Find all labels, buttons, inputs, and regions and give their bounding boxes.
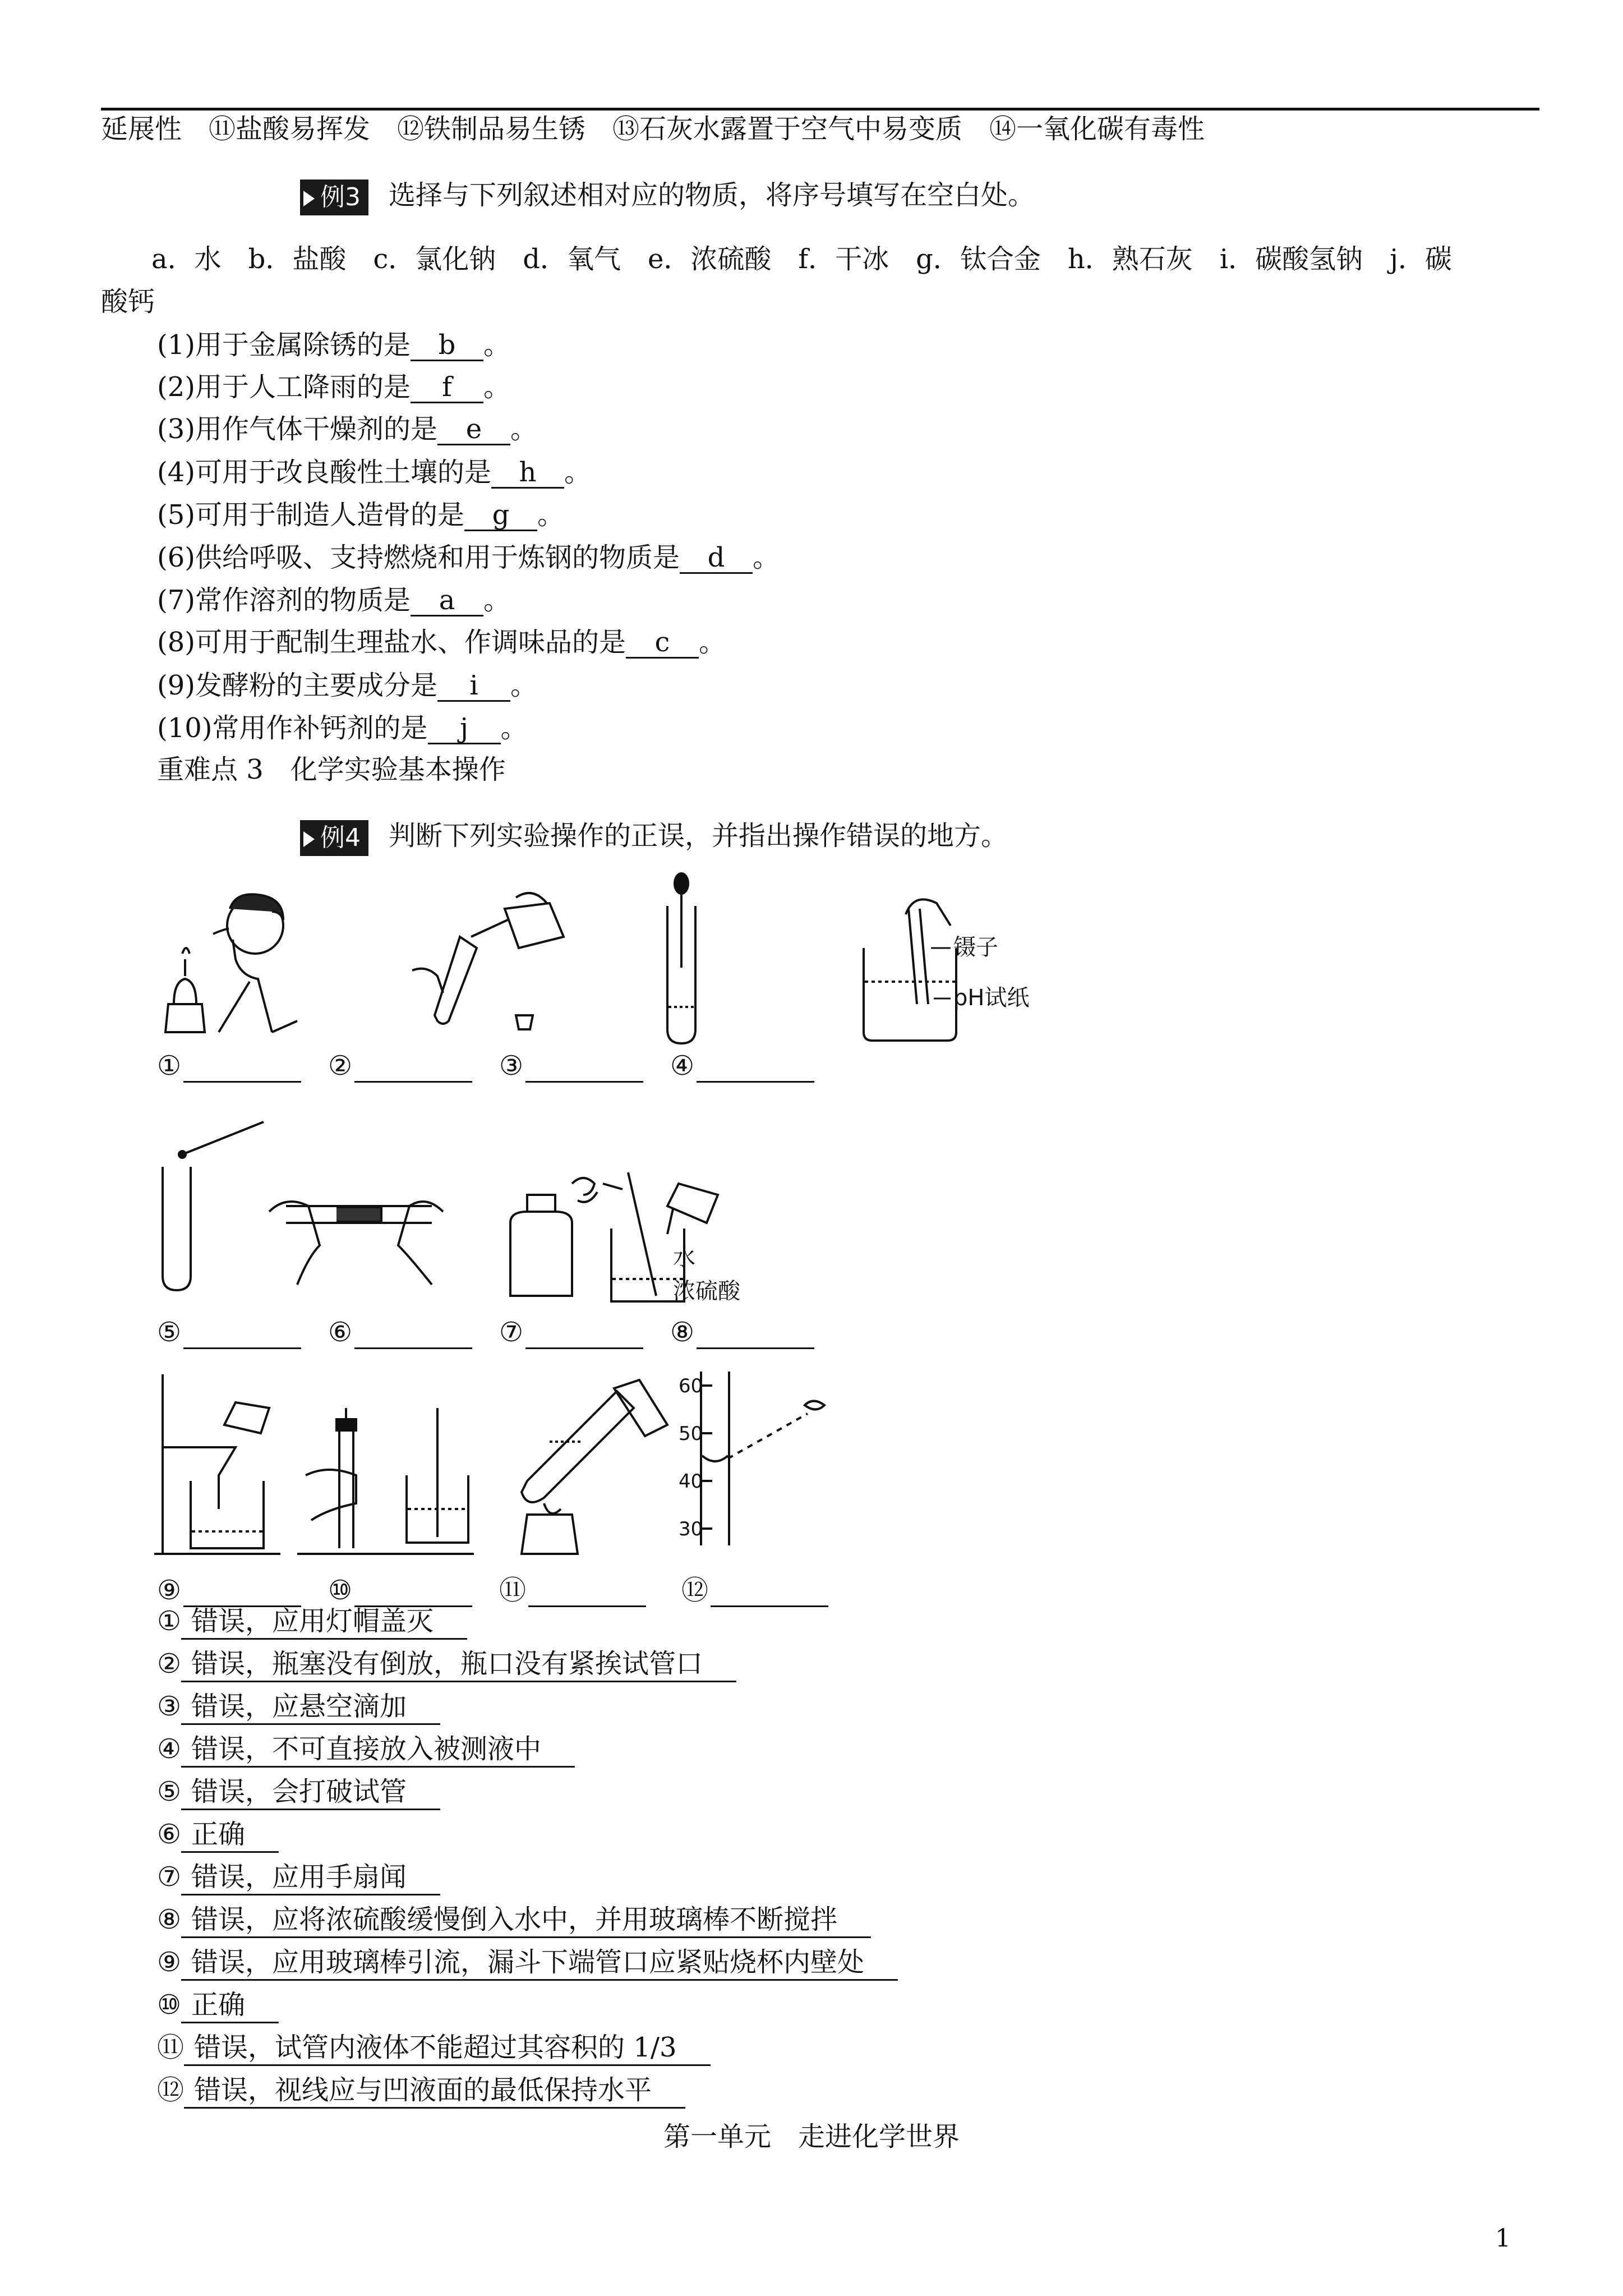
figure-1-blowing-lamp	[151, 886, 314, 1043]
blank-4-num: ④	[670, 1050, 695, 1082]
question-text: (6)供给呼吸、支持燃烧和用于炼钢的物质是	[157, 542, 680, 573]
figure-11-heat-liquid	[494, 1369, 684, 1559]
blank-2-line[interactable]	[354, 1055, 472, 1083]
question-end: 。	[510, 413, 538, 445]
label-tweezers: 镊子	[953, 935, 998, 960]
answer-text: 错误，应用手扇闻	[181, 1860, 440, 1895]
question-end: 。	[500, 712, 528, 744]
answer-number: ⑩	[157, 1989, 182, 2021]
top-rule	[101, 108, 1539, 111]
answer-text: 错误，应用玻璃棒引流，漏斗下端管口应紧贴烧杯内壁处	[181, 1945, 898, 1981]
cyl-tick-30: 30	[679, 1518, 703, 1540]
blank-6-num: ⑥	[328, 1317, 353, 1348]
example4-badge	[300, 820, 368, 856]
example4-prompt: 判断下列实验操作的正误，并指出操作错误的地方。	[389, 820, 1008, 852]
question-text: (9)发酵粉的主要成分是	[157, 670, 437, 701]
blank-7-num: ⑦	[499, 1317, 524, 1348]
blank-11	[499, 1573, 646, 1607]
answer-number: ②	[157, 1648, 182, 1680]
example3-badge-label: 例3	[320, 182, 361, 211]
answer-12	[157, 2073, 685, 2109]
blank-1-num: ①	[157, 1050, 182, 1082]
question-9	[157, 669, 537, 702]
answer-text: 错误，应用灯帽盖灭	[181, 1604, 467, 1640]
question-10	[157, 711, 528, 745]
blank-10	[328, 1573, 472, 1607]
figure-8-dilute-acid	[606, 1167, 796, 1313]
blank-10-num: ⑩	[328, 1575, 353, 1606]
answer-number: ⑤	[157, 1776, 182, 1807]
answer-number: ⑪	[157, 2032, 185, 2063]
blank-9	[157, 1573, 301, 1607]
example3-options-1: a．水 b．盐酸 c．氯化钠 d．氧气 e．浓硫酸 f．干冰 g．钛合金 h．熟石灰 i．碳酸氢钠 j．碳	[151, 243, 1453, 275]
example4-badge-label: 例4	[320, 823, 361, 852]
blank-6	[328, 1315, 472, 1349]
question-2	[157, 370, 510, 404]
answer-text: 错误，应将浓硫酸缓慢倒入水中，并用玻璃棒不断搅拌	[181, 1903, 871, 1938]
question-end: 。	[483, 329, 511, 361]
question-end: 。	[564, 457, 592, 488]
blank-12-num: ⑫	[681, 1575, 709, 1606]
blank-8-line[interactable]	[697, 1322, 814, 1349]
blank-3-line[interactable]	[525, 1055, 643, 1083]
question-text: (4)可用于改良酸性土壤的是	[157, 457, 491, 488]
answer-text: 正确	[181, 1818, 279, 1853]
blank-9-line[interactable]	[183, 1580, 301, 1607]
example3-options-2: 酸钙	[101, 286, 155, 318]
blank-8	[670, 1315, 814, 1349]
question-text: (1)用于金属除锈的是	[157, 329, 411, 361]
question-answer[interactable]: i	[437, 671, 510, 702]
answer-number: ④	[157, 1733, 182, 1765]
answer-3	[157, 1690, 440, 1725]
question-text: (7)常作溶剂的物质是	[157, 585, 411, 616]
answer-number: ⑨	[157, 1947, 182, 1978]
blank-12-line[interactable]	[711, 1580, 828, 1607]
question-end: 。	[483, 371, 511, 403]
question-end: 。	[510, 670, 538, 701]
blank-2	[328, 1049, 472, 1083]
answer-7	[157, 1860, 440, 1895]
blank-11-line[interactable]	[528, 1580, 646, 1607]
blank-1	[157, 1049, 301, 1083]
blank-2-num: ②	[328, 1050, 353, 1082]
question-3	[157, 412, 537, 446]
question-end: 。	[483, 585, 511, 616]
cyl-tick-60: 60	[679, 1375, 703, 1397]
example3-heading	[300, 178, 1035, 215]
blank-4-line[interactable]	[697, 1055, 814, 1083]
blank-12	[681, 1573, 828, 1607]
question-end: 。	[537, 499, 565, 531]
question-answer[interactable]: j	[428, 714, 501, 744]
blank-4	[670, 1049, 814, 1083]
figure-10-airtight-check	[294, 1408, 479, 1559]
blank-7	[499, 1315, 643, 1349]
question-text: (2)用于人工降雨的是	[157, 371, 411, 403]
question-8	[157, 625, 726, 659]
answer-2	[157, 1647, 736, 1682]
blank-7-line[interactable]	[525, 1322, 643, 1349]
label-conc-acid: 浓硫酸	[673, 1278, 740, 1304]
blank-5	[157, 1315, 301, 1349]
answer-number: ⑥	[157, 1819, 182, 1850]
answer-text: 正确	[181, 1988, 279, 2023]
question-answer[interactable]: g	[464, 500, 537, 531]
blank-8-num: ⑧	[670, 1317, 695, 1348]
blank-5-num: ⑤	[157, 1317, 182, 1348]
example3-prompt: 选择与下列叙述相对应的物质，将序号填写在空白处。	[389, 180, 1035, 211]
answer-text: 错误，应悬空滴加	[181, 1690, 440, 1725]
answer-number: ⑦	[157, 1861, 182, 1893]
question-text: (8)可用于配制生理盐水、作调味品的是	[157, 627, 626, 658]
figure-9-filtration	[151, 1369, 286, 1559]
blank-3	[499, 1049, 643, 1083]
question-4	[157, 455, 591, 489]
answer-8	[157, 1903, 871, 1938]
answer-number: ⑫	[157, 2074, 185, 2106]
answer-text: 错误，会打破试管	[181, 1775, 440, 1810]
question-text: (10)常用作补钙剂的是	[157, 712, 428, 744]
answer-10	[157, 1988, 279, 2023]
question-5	[157, 498, 564, 532]
blank-11-num: ⑪	[499, 1575, 527, 1606]
answer-text: 错误，试管内液体不能超过其容积的 1/3	[184, 2031, 711, 2066]
top-line: 延展性 ⑪盐酸易挥发 ⑫铁制品易生锈 ⑬石灰水露置于空气中易变质 ⑭一氧化碳有毒性	[101, 113, 1205, 145]
answer-number: ③	[157, 1691, 182, 1722]
answer-5	[157, 1775, 440, 1810]
question-answer[interactable]: c	[626, 628, 699, 659]
question-answer[interactable]: d	[680, 543, 753, 574]
question-answer[interactable]: b	[411, 330, 483, 361]
question-6	[157, 541, 780, 574]
label-ph-paper: pH试纸	[953, 985, 1030, 1011]
answer-text: 错误，不可直接放入被测液中	[181, 1732, 575, 1768]
triangle-icon	[303, 191, 315, 206]
answer-9	[157, 1945, 898, 1981]
blank-9-num: ⑨	[157, 1575, 182, 1606]
blank-6-line[interactable]	[354, 1322, 472, 1349]
figure-2-pour-liquid	[404, 886, 572, 1043]
figure-4-ph-test	[852, 892, 1043, 1049]
question-text: (5)可用于制造人造骨的是	[157, 499, 464, 531]
question-1	[157, 328, 510, 362]
example3-badge	[300, 180, 368, 215]
figure-6-shake-tube	[264, 1172, 454, 1296]
blank-1-line[interactable]	[183, 1055, 301, 1083]
question-end: 。	[753, 542, 780, 573]
question-7	[157, 583, 510, 617]
answer-6	[157, 1818, 279, 1853]
cyl-tick-40: 40	[679, 1470, 703, 1493]
answer-4	[157, 1732, 575, 1768]
page-number: 1	[1495, 2224, 1511, 2253]
figure-12-graduated-cylinder	[679, 1369, 858, 1548]
answer-text: 错误，视线应与凹液面的最低保持水平	[184, 2073, 685, 2109]
question-answer[interactable]: f	[411, 372, 483, 403]
blank-3-num: ③	[499, 1050, 524, 1082]
answer-1	[157, 1604, 467, 1640]
question-end: 。	[699, 627, 726, 658]
figure-5-drop-solid	[151, 1116, 280, 1296]
figure-3-dropper	[645, 872, 735, 1046]
footer-unit-title: 第一单元 走进化学世界	[663, 2121, 960, 2152]
blank-10-line[interactable]	[354, 1580, 472, 1607]
question-answer[interactable]: a	[411, 586, 483, 616]
answer-11	[157, 2031, 711, 2066]
question-text: (3)用作气体干燥剂的是	[157, 413, 437, 445]
answer-number: ⑧	[157, 1904, 182, 1935]
example4-heading	[300, 819, 1008, 856]
cyl-tick-50: 50	[679, 1423, 703, 1445]
blank-5-line[interactable]	[183, 1322, 301, 1349]
question-answer[interactable]: e	[437, 415, 510, 445]
question-answer[interactable]: h	[491, 458, 564, 489]
label-water: 水	[673, 1245, 695, 1271]
section-title: 重难点 3 化学实验基本操作	[157, 754, 506, 785]
answer-text: 错误，瓶塞没有倒放，瓶口没有紧挨试管口	[181, 1647, 736, 1682]
triangle-icon	[303, 831, 315, 847]
answer-number: ①	[157, 1605, 182, 1637]
